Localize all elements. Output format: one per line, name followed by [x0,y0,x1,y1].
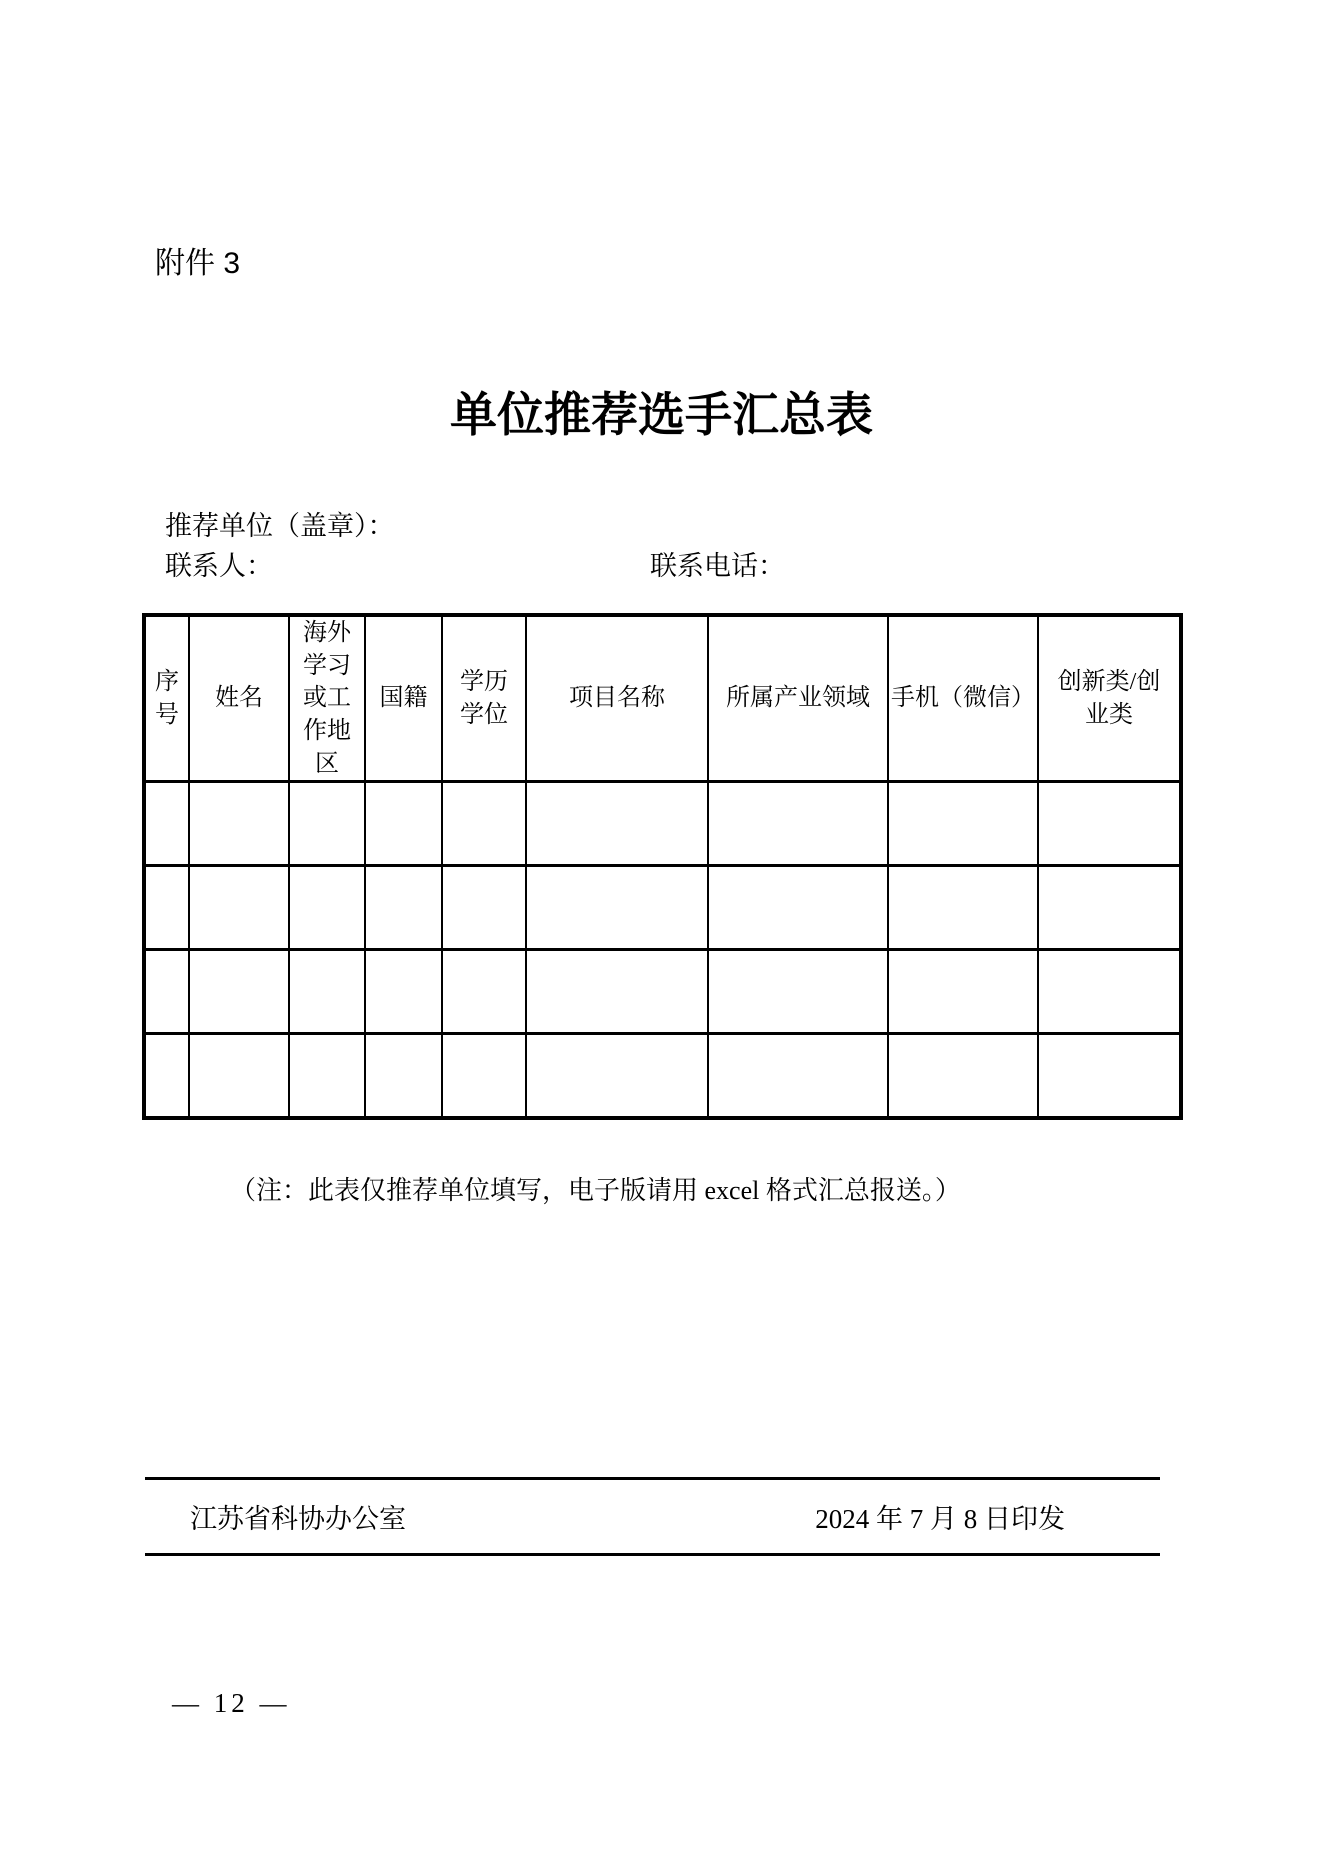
table-cell [189,866,289,950]
header-serial-number: 序号 [144,615,189,782]
table-cell [442,782,526,866]
table-cell [1038,1034,1181,1118]
table-row [144,866,1181,950]
table-body [144,782,1181,1118]
table-cell [708,866,888,950]
print-date: 2024 年 7 月 8 日印发 [815,1504,1065,1534]
imprint-block [145,1477,1160,1556]
table-cell [365,950,442,1034]
table-cell [888,866,1038,950]
table-cell [365,1034,442,1118]
table-cell [144,1034,189,1118]
header-innovation-category: 创新类/创业类 [1038,615,1181,782]
table-cell [144,866,189,950]
table-cell [144,782,189,866]
table-cell [888,782,1038,866]
header-mobile-wechat: 手机（微信） [888,615,1038,782]
table-cell [144,950,189,1034]
summary-table [142,613,1183,1120]
table-row [144,1034,1181,1118]
table-row [144,950,1181,1034]
page-title: 单位推荐选手汇总表 [450,390,873,442]
table-cell [526,782,708,866]
recommend-unit-label: 推荐单位（盖章）： [165,511,395,541]
table-cell [526,1034,708,1118]
contact-person-label: 联系人： [165,551,273,581]
header-name: 姓名 [189,615,289,782]
table-cell [189,950,289,1034]
table-cell [289,782,365,866]
table-cell [1038,782,1181,866]
table-cell [1038,866,1181,950]
header-overseas-region: 海外学习或工作地区 [289,615,365,782]
table-cell [289,866,365,950]
issuing-office: 江苏省科协办公室 [190,1504,406,1534]
table-cell [888,1034,1038,1118]
table-cell [289,950,365,1034]
table-row [144,782,1181,866]
note-text: （注：此表仅推荐单位填写，电子版请用 excel 格式汇总报送。） [230,1176,961,1205]
table-cell [526,866,708,950]
header-project-name: 项目名称 [526,615,708,782]
contact-phone-label: 联系电话： [650,551,785,581]
table-cell [708,950,888,1034]
header-industry-field: 所属产业领域 [708,615,888,782]
table-cell [189,1034,289,1118]
attachment-label: 附件 3 [155,247,241,280]
table-cell [289,1034,365,1118]
table-cell [442,866,526,950]
table-header-row [144,615,1181,782]
table-cell [365,866,442,950]
table-cell [442,1034,526,1118]
table-cell [1038,950,1181,1034]
table-cell [526,950,708,1034]
table-cell [365,782,442,866]
header-nationality: 国籍 [365,615,442,782]
page-number: — 12 — [172,1688,291,1718]
header-education-degree: 学历学位 [442,615,526,782]
table-cell [189,782,289,866]
contact-line [165,546,1165,586]
table-cell [442,950,526,1034]
table-cell [708,1034,888,1118]
table-cell [888,950,1038,1034]
form-info-block [165,506,1165,586]
table-cell [708,782,888,866]
